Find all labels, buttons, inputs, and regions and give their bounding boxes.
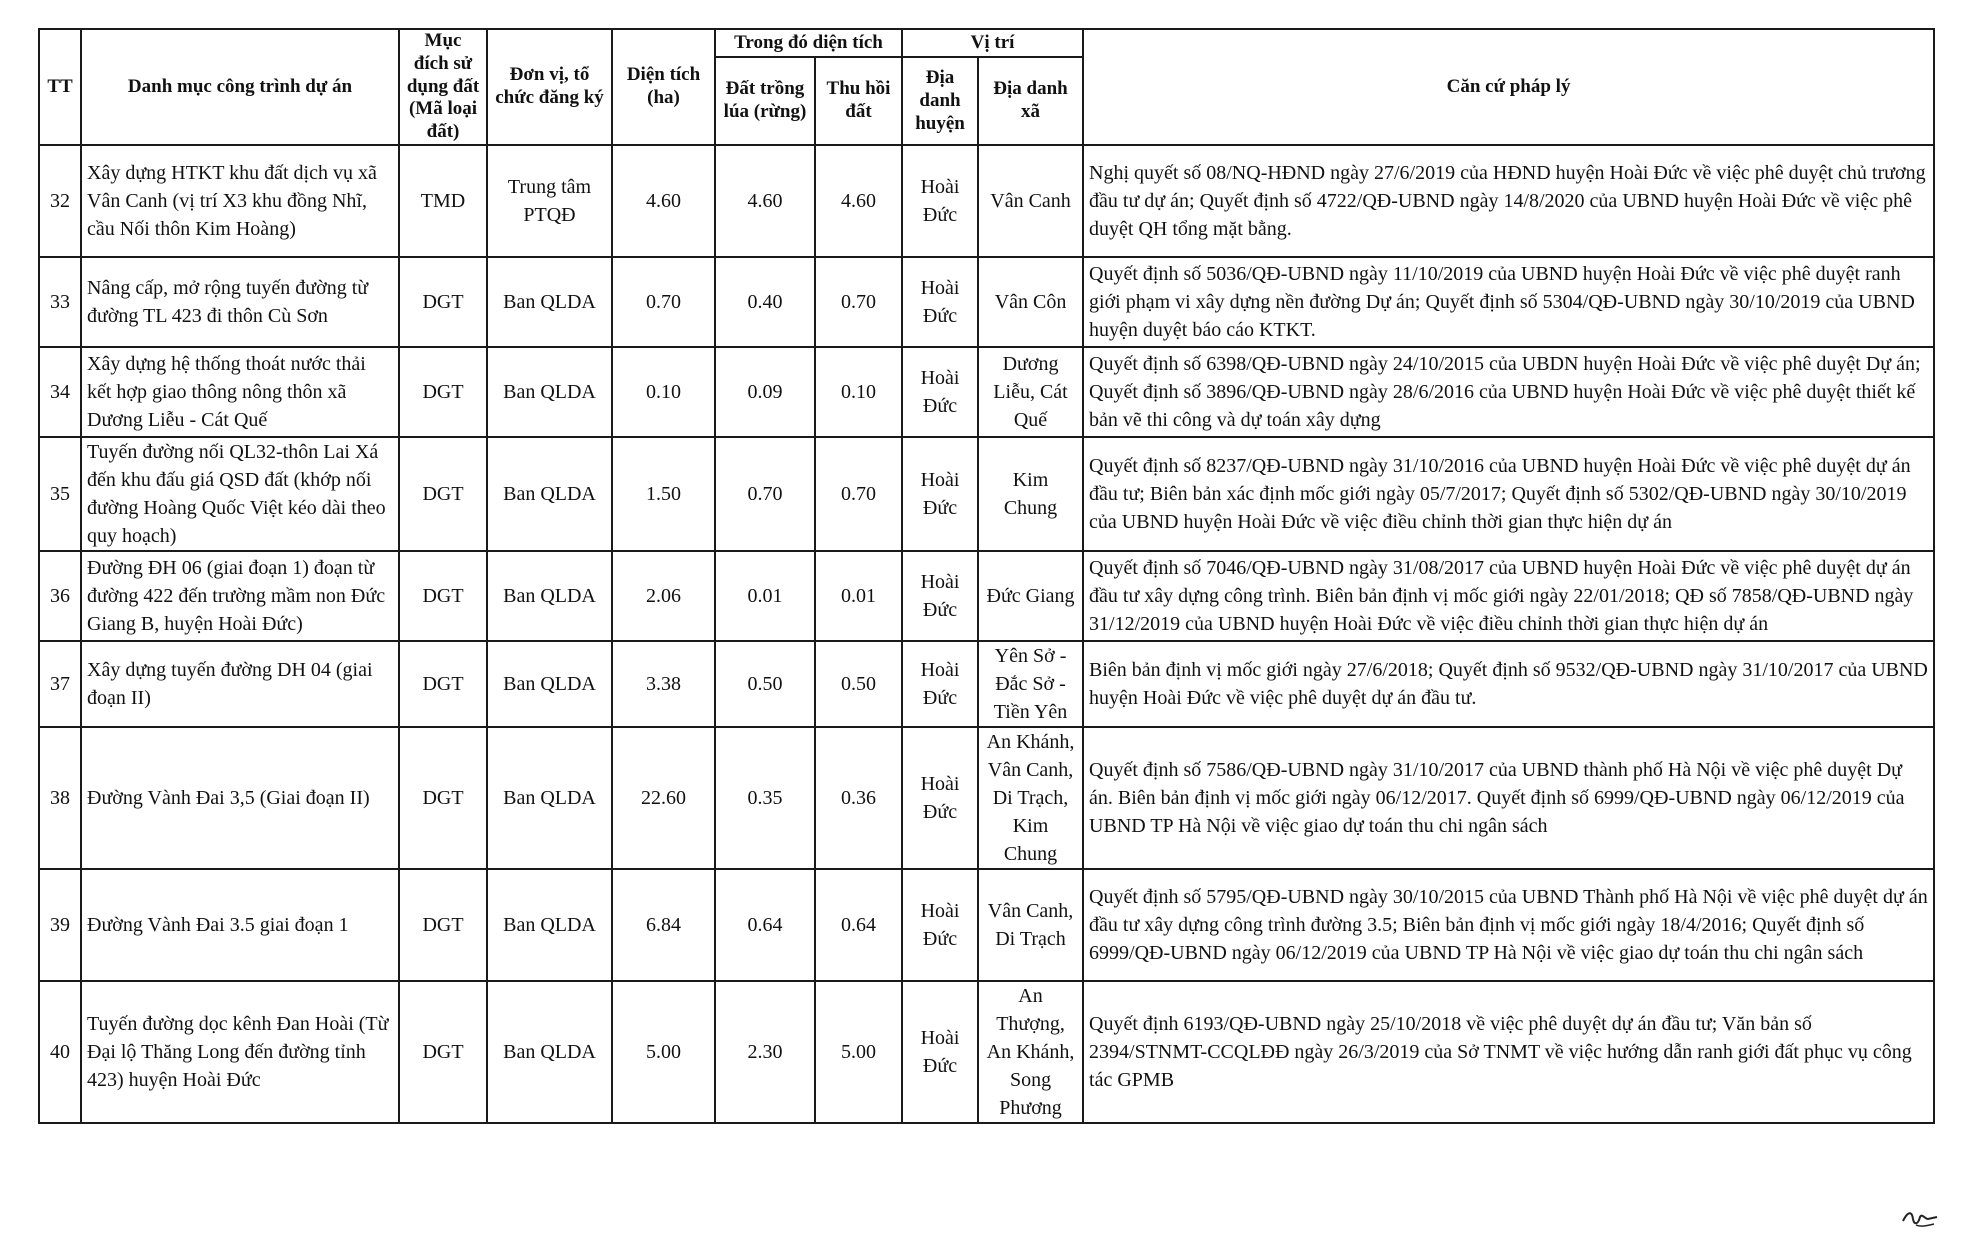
table-row <box>39 145 1934 257</box>
cell-rice-land: 0.64 <box>715 869 815 981</box>
cell-commune: Vân Canh, Di Trạch <box>978 869 1083 981</box>
cell-commune: Vân Canh <box>978 145 1083 257</box>
table-row <box>39 347 1934 437</box>
table-row <box>39 257 1934 347</box>
header-rice-land: Đất trồng lúa (rừng) <box>715 57 815 145</box>
header-district: Địa danh huyện <box>902 57 978 145</box>
cell-unit: Ban QLDA <box>487 551 612 641</box>
cell-project: Đường ĐH 06 (giai đoạn 1) đoạn từ đường 422 đến trường mầm non Đức Giang B, huyện Hoài Đức) <box>81 551 399 641</box>
cell-area: 6.84 <box>612 869 715 981</box>
cell-project: Tuyến đường nối QL32-thôn Lai Xá đến khu đấu giá QSD đất (khớp nối đường Hoàng Quốc Việt kéo dài theo quy hoạch) <box>81 437 399 551</box>
cell-legal: Biên bản định vị mốc giới ngày 27/6/2018; Quyết định số 9532/QĐ-UBND ngày 31/10/2017 của UBND huyện Hoài Đức về việc phê duyệt dự án đầu tư. <box>1083 641 1934 727</box>
cell-area: 0.10 <box>612 347 715 437</box>
cell-rice-land: 2.30 <box>715 981 815 1123</box>
cell-unit: Ban QLDA <box>487 437 612 551</box>
cell-recovered: 4.60 <box>815 145 902 257</box>
cell-project: Nâng cấp, mở rộng tuyến đường từ đường TL 423 đi thôn Cù Sơn <box>81 257 399 347</box>
cell-rice-land: 0.09 <box>715 347 815 437</box>
cell-recovered: 0.70 <box>815 257 902 347</box>
cell-legal: Quyết định số 6398/QĐ-UBND ngày 24/10/2015 của UBDN huyện Hoài Đức về việc phê duyệt Dự án; Quyết định số 3896/QĐ-UBND ngày 28/6/2016 của UBND huyện Hoài Đức về việc phê duyệt thiết kế bản vẽ thi công và dự toán xây dựng <box>1083 347 1934 437</box>
cell-recovered: 0.36 <box>815 727 902 869</box>
cell-purpose: DGT <box>399 727 487 869</box>
header-legal: Căn cứ pháp lý <box>1083 29 1934 145</box>
cell-tt: 35 <box>39 437 81 551</box>
cell-project: Tuyến đường dọc kênh Đan Hoài (Từ Đại lộ Thăng Long đến đường tỉnh 423) huyện Hoài Đức <box>81 981 399 1123</box>
cell-district: Hoài Đức <box>902 641 978 727</box>
cell-commune: Kim Chung <box>978 437 1083 551</box>
cell-recovered: 0.01 <box>815 551 902 641</box>
cell-project: Đường Vành Đai 3,5 (Giai đoạn II) <box>81 727 399 869</box>
cell-legal: Quyết định số 7586/QĐ-UBND ngày 31/10/2017 của UBND thành phố Hà Nội về việc phê duyệt Dự án. Biên bản định vị mốc giới ngày 06/12/2017. Quyết định số 6999/QĐ-UBND ngày 06/12/2019 của UBND TP Hà Nội về việc giao dự toán thu chi ngân sách <box>1083 727 1934 869</box>
cell-legal: Quyết định 6193/QĐ-UBND ngày 25/10/2018 về việc phê duyệt dự án đầu tư; Văn bản số 2394/STNMT-CCQLĐĐ ngày 26/3/2019 của Sở TNMT về việc hướng dẫn ranh giới đất phục vụ công tác GPMB <box>1083 981 1934 1123</box>
cell-legal: Nghị quyết số 08/NQ-HĐND ngày 27/6/2019 của HĐND huyện Hoài Đức về việc phê duyệt chủ trương đầu tư dự án; Quyết định số 4722/QĐ-UBND ngày 14/8/2020 của UBND huyện Hoài Đức về việc phê duyệt QH tổng mặt bằng. <box>1083 145 1934 257</box>
cell-commune: An Thượng, An Khánh, Song Phương <box>978 981 1083 1123</box>
cell-rice-land: 0.50 <box>715 641 815 727</box>
cell-project: Xây dựng hệ thống thoát nước thải kết hợp giao thông nông thôn xã Dương Liễu - Cát Quế <box>81 347 399 437</box>
cell-project: Đường Vành Đai 3.5 giai đoạn 1 <box>81 869 399 981</box>
cell-purpose: DGT <box>399 551 487 641</box>
cell-tt: 40 <box>39 981 81 1123</box>
cell-area: 4.60 <box>612 145 715 257</box>
header-location: Vị trí <box>902 29 1083 57</box>
cell-recovered: 0.70 <box>815 437 902 551</box>
cell-unit: Ban QLDA <box>487 981 612 1123</box>
table-row <box>39 981 1934 1123</box>
cell-legal: Quyết định số 5036/QĐ-UBND ngày 11/10/2019 của UBND huyện Hoài Đức về việc phê duyệt ranh giới phạm vi xây dựng nền đường Dự án; Quyết định số 5304/QĐ-UBND ngày 30/10/2019 của UBND huyện duyệt báo cáo KTKT. <box>1083 257 1934 347</box>
cell-area: 22.60 <box>612 727 715 869</box>
cell-recovered: 5.00 <box>815 981 902 1123</box>
cell-tt: 32 <box>39 145 81 257</box>
cell-project: Xây dựng tuyến đường DH 04 (giai đoạn II) <box>81 641 399 727</box>
table-body <box>39 145 1934 1123</box>
table-row <box>39 727 1934 869</box>
cell-district: Hoài Đức <box>902 347 978 437</box>
cell-tt: 38 <box>39 727 81 869</box>
cell-district: Hoài Đức <box>902 145 978 257</box>
cell-district: Hoài Đức <box>902 869 978 981</box>
header-tt: TT <box>39 29 81 145</box>
header-commune: Địa danh xã <box>978 57 1083 145</box>
cell-rice-land: 0.40 <box>715 257 815 347</box>
signature-mark <box>1900 1205 1940 1229</box>
cell-area: 3.38 <box>612 641 715 727</box>
cell-recovered: 0.50 <box>815 641 902 727</box>
cell-district: Hoài Đức <box>902 727 978 869</box>
cell-commune: Yên Sở - Đắc Sở - Tiền Yên <box>978 641 1083 727</box>
table-row <box>39 437 1934 551</box>
cell-commune: Vân Côn <box>978 257 1083 347</box>
cell-tt: 37 <box>39 641 81 727</box>
cell-tt: 36 <box>39 551 81 641</box>
land-use-project-table <box>38 28 1935 1124</box>
cell-unit: Trung tâm PTQĐ <box>487 145 612 257</box>
cell-purpose: DGT <box>399 437 487 551</box>
cell-district: Hoài Đức <box>902 257 978 347</box>
cell-project: Xây dựng HTKT khu đất dịch vụ xã Vân Canh (vị trí X3 khu đồng Nhĩ, cầu Nối thôn Kim Hoàng) <box>81 145 399 257</box>
cell-purpose: TMD <box>399 145 487 257</box>
cell-recovered: 0.10 <box>815 347 902 437</box>
cell-area: 2.06 <box>612 551 715 641</box>
header-area: Diện tích (ha) <box>612 29 715 145</box>
cell-rice-land: 4.60 <box>715 145 815 257</box>
cell-purpose: DGT <box>399 981 487 1123</box>
cell-unit: Ban QLDA <box>487 257 612 347</box>
cell-commune: Đức Giang <box>978 551 1083 641</box>
header-purpose: Mục đích sử dụng đất (Mã loại đất) <box>399 29 487 145</box>
cell-rice-land: 0.70 <box>715 437 815 551</box>
cell-area: 0.70 <box>612 257 715 347</box>
table-row <box>39 869 1934 981</box>
cell-district: Hoài Đức <box>902 437 978 551</box>
header-in-which: Trong đó diện tích <box>715 29 902 57</box>
cell-tt: 34 <box>39 347 81 437</box>
table-row <box>39 641 1934 727</box>
cell-tt: 39 <box>39 869 81 981</box>
cell-legal: Quyết định số 5795/QĐ-UBND ngày 30/10/2015 của UBND Thành phố Hà Nội về việc phê duyệt dự án đầu tư xây dựng công trình đường 3.5; Biên bản định vị mốc giới ngày 18/4/2016; Quyết định số 6999/QĐ-UBND ngày 06/12/2019 của UBND TP Hà Nội về việc giao dự toán thu chi ngân sách <box>1083 869 1934 981</box>
cell-tt: 33 <box>39 257 81 347</box>
cell-unit: Ban QLDA <box>487 727 612 869</box>
cell-purpose: DGT <box>399 257 487 347</box>
cell-purpose: DGT <box>399 869 487 981</box>
cell-legal: Quyết định số 8237/QĐ-UBND ngày 31/10/2016 của UBND huyện Hoài Đức về việc phê duyệt dự án đầu tư; Biên bản xác định mốc giới ngày 05/7/2017; Quyết định số 5302/QĐ-UBND ngày 30/10/2019 của UBND huyện Hoài Đức về việc điều chỉnh thời gian thực hiện dự án <box>1083 437 1934 551</box>
cell-unit: Ban QLDA <box>487 869 612 981</box>
cell-unit: Ban QLDA <box>487 347 612 437</box>
cell-purpose: DGT <box>399 347 487 437</box>
header-unit: Đơn vị, tổ chức đăng ký <box>487 29 612 145</box>
cell-legal: Quyết định số 7046/QĐ-UBND ngày 31/08/2017 của UBND huyện Hoài Đức về việc phê duyệt dự án đầu tư xây dựng công trình. Biên bản định vị mốc giới ngày 22/01/2018; QĐ số 7858/QĐ-UBND ngày 31/12/2019 của UBND huyện Hoài Đức về việc điều chỉnh thời gian thực hiện dự án <box>1083 551 1934 641</box>
cell-area: 1.50 <box>612 437 715 551</box>
cell-district: Hoài Đức <box>902 551 978 641</box>
cell-unit: Ban QLDA <box>487 641 612 727</box>
cell-district: Hoài Đức <box>902 981 978 1123</box>
cell-commune: Dương Liễu, Cát Quế <box>978 347 1083 437</box>
table-row <box>39 551 1934 641</box>
cell-purpose: DGT <box>399 641 487 727</box>
header-recovered: Thu hồi đất <box>815 57 902 145</box>
cell-recovered: 0.64 <box>815 869 902 981</box>
cell-area: 5.00 <box>612 981 715 1123</box>
cell-rice-land: 0.35 <box>715 727 815 869</box>
cell-commune: An Khánh, Vân Canh, Di Trạch, Kim Chung <box>978 727 1083 869</box>
cell-rice-land: 0.01 <box>715 551 815 641</box>
header-project: Danh mục công trình dự án <box>81 29 399 145</box>
